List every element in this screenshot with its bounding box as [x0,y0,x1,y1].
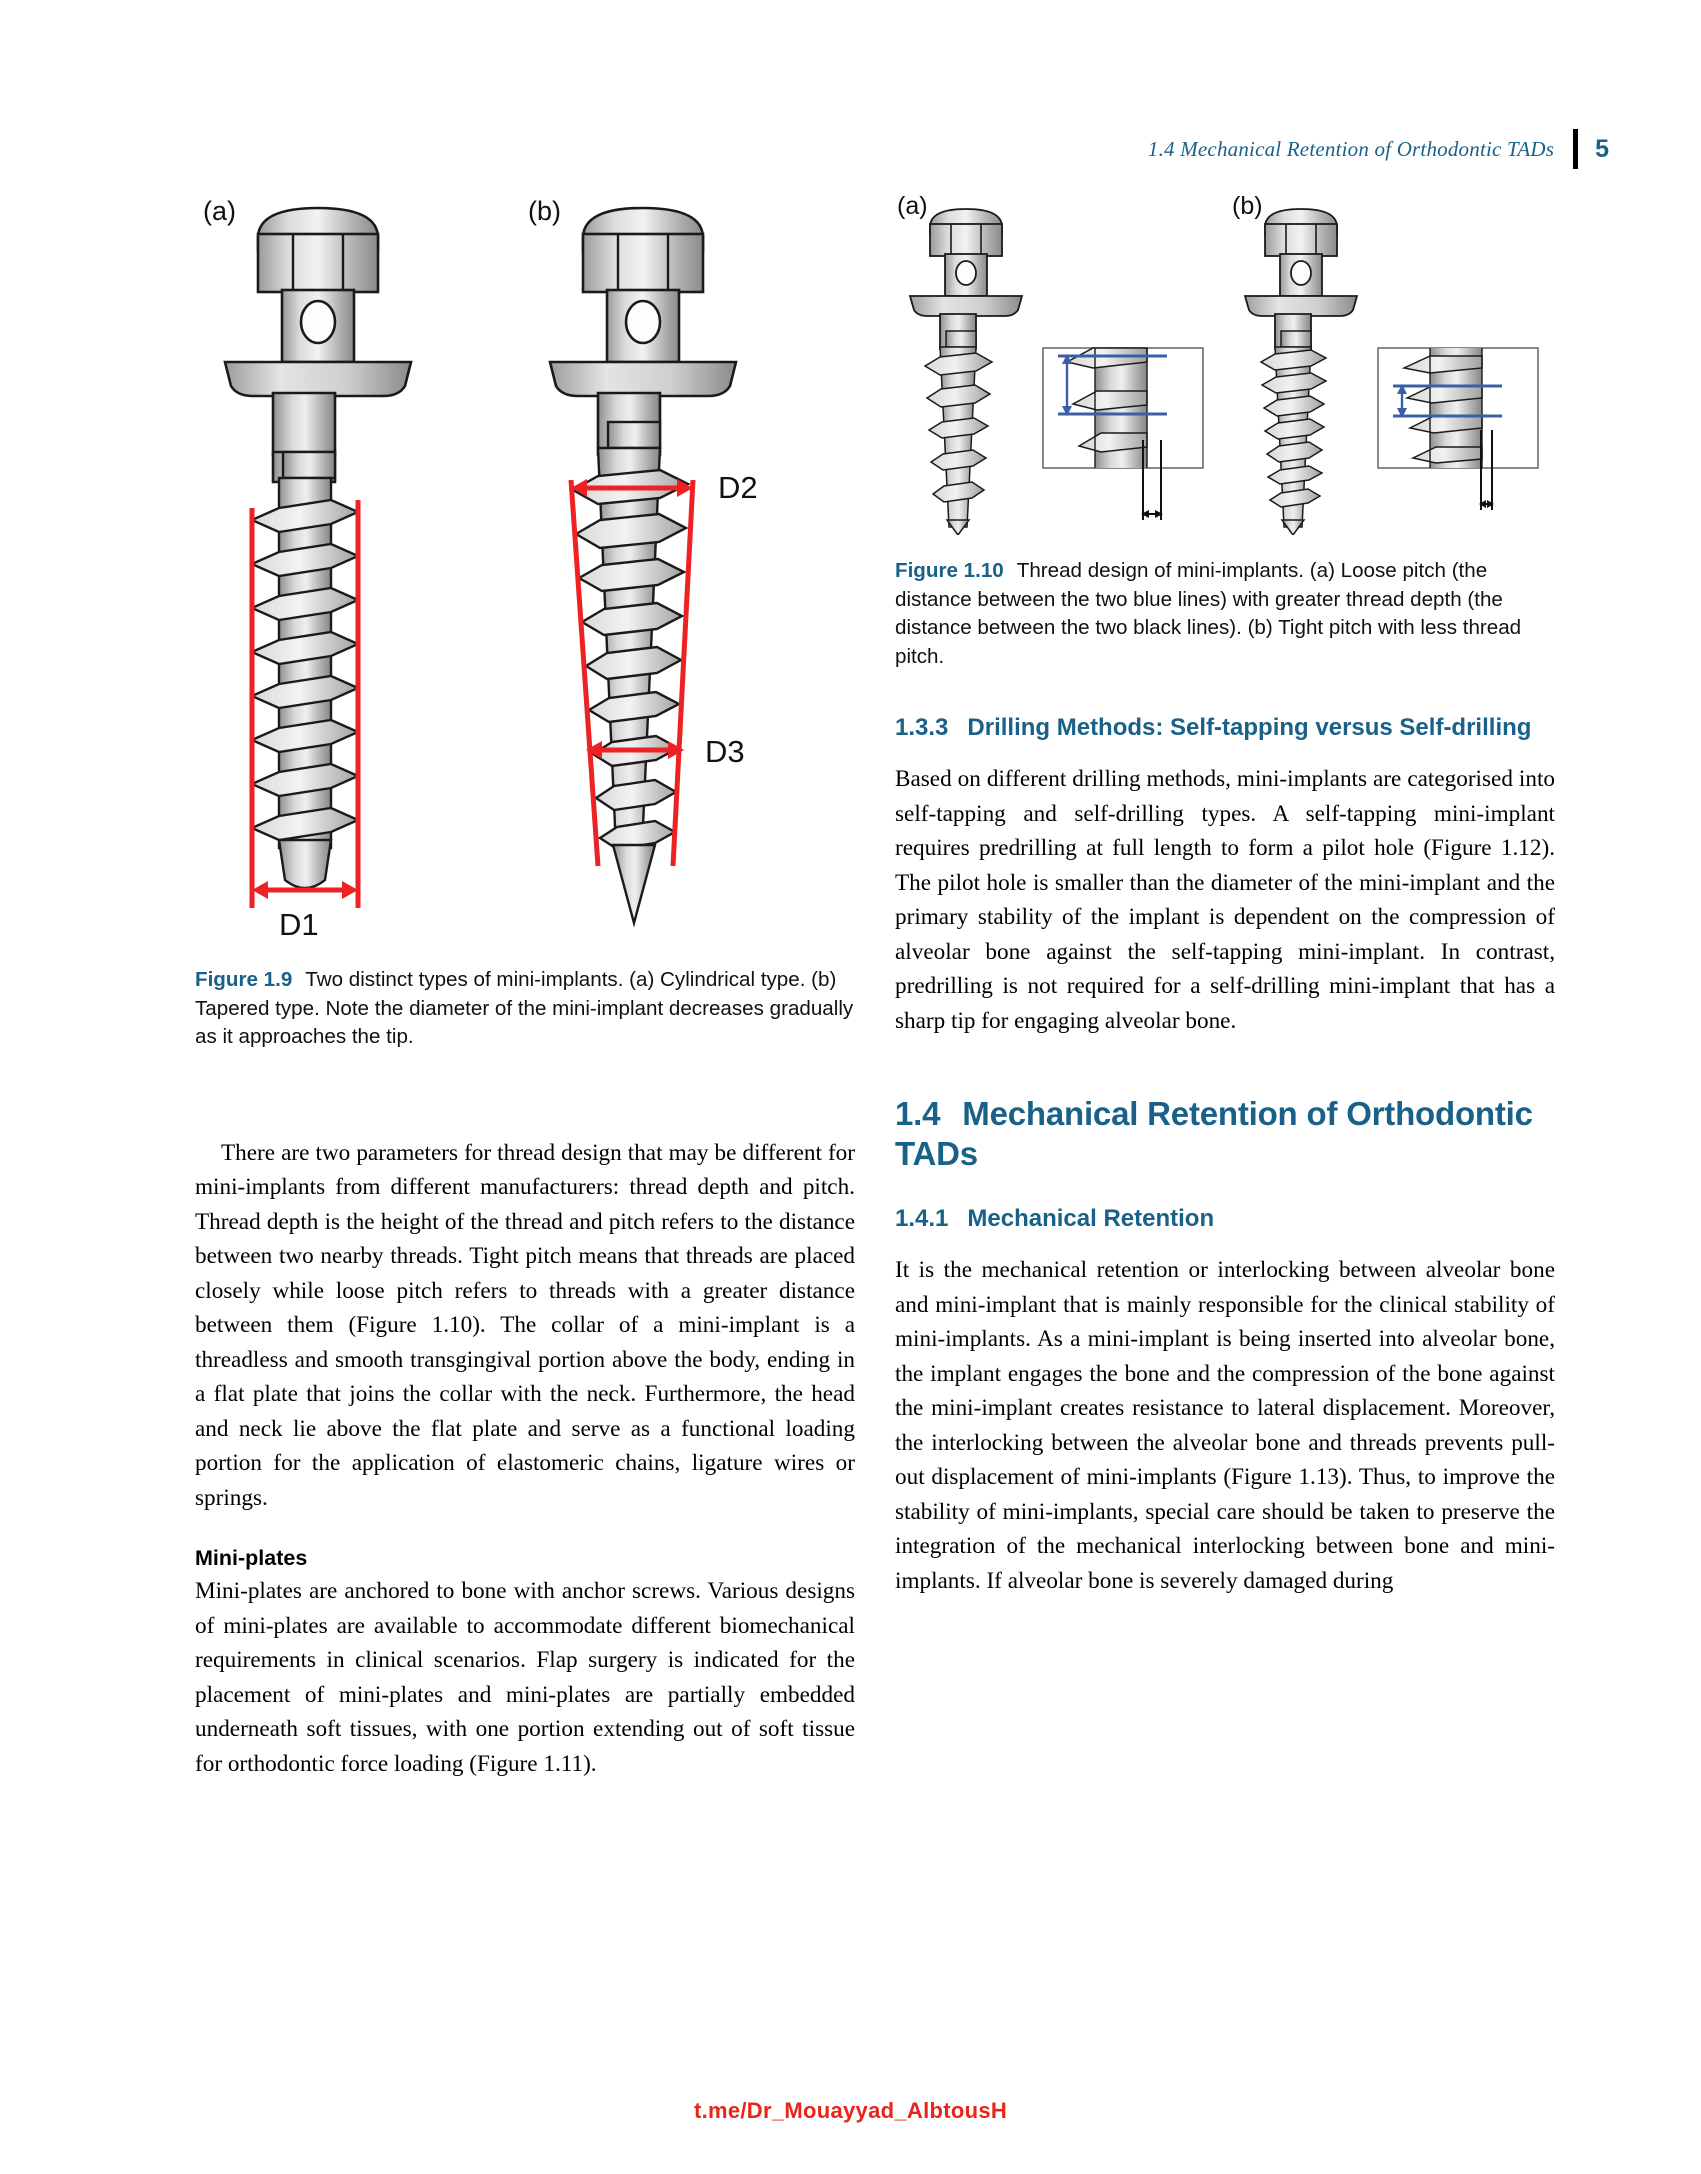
figure-1-9 [195,190,855,1052]
fig-1-9-panel-b-label: (b) [528,196,561,226]
paragraph-drilling-methods: Based on different drilling methods, mini-implants are categorised into self-tapping and self-drilling types. A self-tapping mini-implant requires predrilling at full length to form a pilot hole (Figure 1.12). The pilot hole is smaller than the diameter of the mini-implant and the primary stability of the implant is dependent on the compression of alveolar bone against the self-tapping mini-implant. In contrast, predrilling is not required for a self-drilling mini-implant that has a sharp tip for engaging alveolar bone. [895,766,1555,1034]
fig-1-10-screw-b [1245,209,1538,535]
fig-1-9-dim-d2-label: D2 [718,470,758,505]
fig-1-10-panel-b-label: (b) [1232,192,1263,220]
fig-1-9-panel-a-label: (a) [203,196,236,226]
left-column [195,190,855,1781]
heading-1-4-1-text: Mechanical Retention [967,1205,1215,1232]
figure-1-9-caption-text: Two distinct types of mini-implants. (a) Cylindrical type. (b) Tapered type. Note the diameter of the mini-implant decreases gradually as it approaches the tip. [195,968,854,1048]
footer-watermark: t.me/Dr_Mouayyad_AlbtousH [693,2098,1008,2123]
figure-1-9-caption-label: Figure 1.9 [195,968,293,991]
fig-1-10-screw-a [910,209,1203,535]
paragraph-mini-plates: Mini-plates are anchored to bone with anchor screws. Various designs of mini-plates are available to accommodate different biomechanical requirements in clinical scenarios. Flap surgery is indicated for the placement of mini-plates and mini-plates are partially embedded underneath soft tissues, with one portion extending out of soft tissue for orthodontic force loading (Figure 1.11). [195,1578,855,1777]
paragraph-mechanical-retention: It is the mechanical retention or interlocking between alveolar bone and mini-implant that is mainly responsible for the clinical stability of mini-implants. As a mini-implant is being inserted into alveolar bone, the implant engages the bone and the compression of the bone against the mini-implant creates resistance to lateral displacement. Moreover, the interlocking between the alveolar bone and threads prevents pull-out displacement of mini-implants (Figure 1.13). Thus, to improve the stability of mini-implants, special care should be taken to preserve the integration of the mechanical interlocking between bone and mini-implants. If alveolar bone is severely damaged during [895,1257,1555,1594]
page-number: 5 [1595,134,1609,163]
heading-1-3-3-text: Drilling Methods: Self-tapping versus Self-drilling [967,714,1532,741]
running-head [1148,126,1609,172]
fig-1-9-screw-b [550,208,736,923]
running-head-divider [1573,129,1578,169]
heading-1-4 [895,1094,1555,1174]
heading-1-4-text: Mechanical Retention of Orthodontic TADs [895,1095,1533,1172]
heading-1-3-3-number: 1.3.3 [895,714,949,741]
heading-1-4-number: 1.4 [895,1095,941,1132]
right-column [895,190,1555,1598]
figure-1-10-caption-text: Thread design of mini-implants. (a) Loose pitch (the distance between the two blue lines) with greater thread depth (the distance between the two black lines). (b) Tight pitch with less thread pitch. [895,559,1522,668]
paragraph-thread-parameters: There are two parameters for thread design that may be different for mini-implants from different manufacturers: thread depth and pitch. Thread depth is the height of the thread and pitch refers to the distance between two nearby threads. Tight pitch means that threads are placed closely while loose pitch refers to threads with a greater distance between them (Figure 1.10). The collar of a mini-implant is a threadless and smooth transgingival portion above the body, ending in a flat plate that joins the collar with the neck. Furthermore, the head and neck lie above the flat plate and serve as a functional loading portion for the application of elastomeric chains, ligature wires or springs. [195,1139,855,1511]
fig-1-9-dim-d3-label: D3 [705,734,745,769]
fig-1-9-screw-a [225,208,411,908]
figure-1-10-illustration [895,190,1555,535]
fig-1-9-dim-d1-label: D1 [279,907,319,942]
figure-1-9-caption [195,966,855,1052]
heading-1-4-1-number: 1.4.1 [895,1205,949,1232]
figure-1-10 [895,190,1555,671]
heading-1-4-1 [895,1202,1555,1235]
heading-mini-plates: Mini-plates [195,1546,308,1570]
figure-1-10-caption [895,557,1555,671]
fig-1-10-panel-a-label: (a) [897,192,928,220]
figure-1-10-caption-label: Figure 1.10 [895,559,1004,582]
figure-1-9-illustration [195,190,855,960]
heading-1-3-3 [895,711,1555,744]
running-head-title: 1.4 Mechanical Retention of Orthodontic TADs [1147,136,1555,161]
